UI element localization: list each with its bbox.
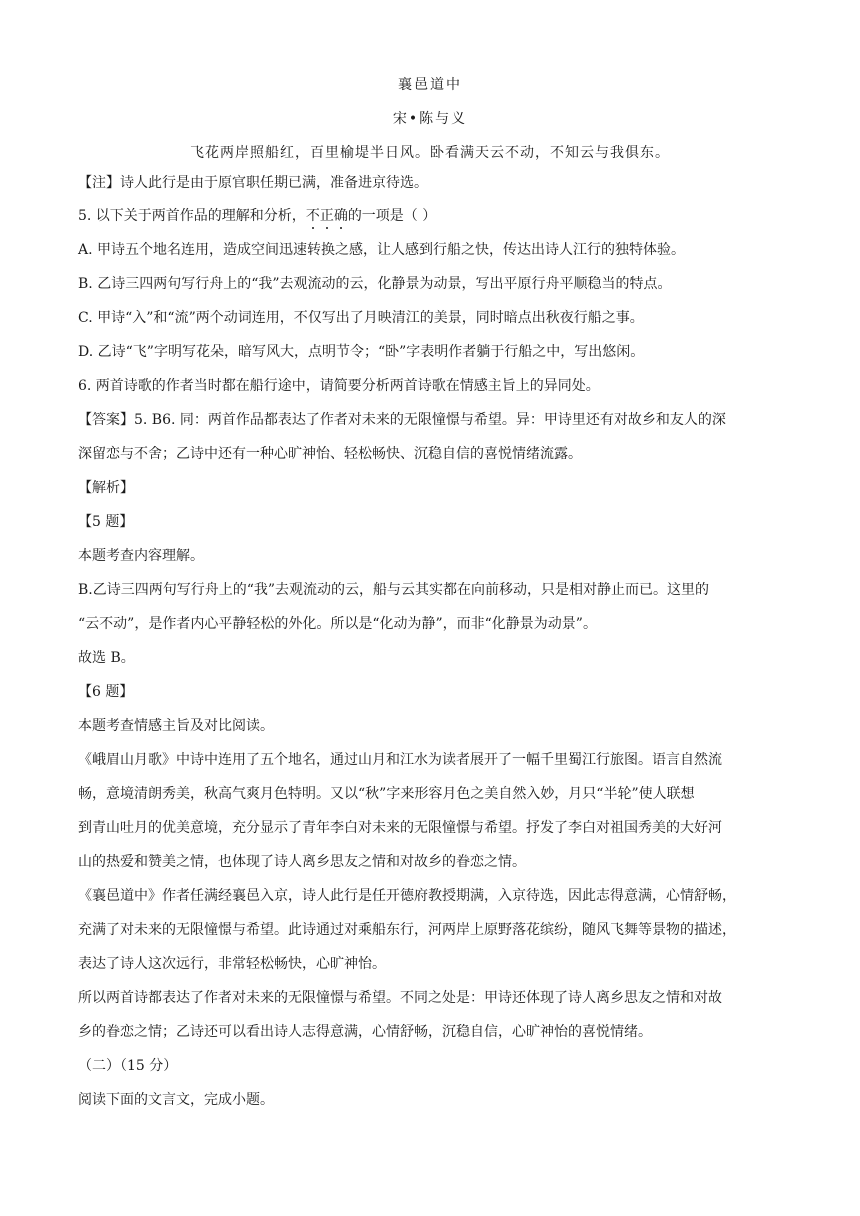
section-6-line-5: 山的热爱和赞美之情，也体现了诗人离乡思友之情和对故乡的眷恋之情。 xyxy=(78,854,526,870)
part-2-heading: （二）（15 分） xyxy=(78,1058,178,1074)
section-6-line-9: 所以两首诗都表达了作者对未来的无限憧憬与希望。不同之处是：甲诗还体现了诗人离乡思友之情和对故 xyxy=(78,990,722,1006)
answer-line-2: 深留恋与不舍；乙诗中还有一种心旷神怡、轻松畅快、沉稳自信的喜悦情绪流露。 xyxy=(78,446,582,462)
emphasis-char: 正 xyxy=(319,208,334,224)
section-5-line-1: 本题考查内容理解。 xyxy=(78,548,204,564)
question-5-stem xyxy=(78,206,783,226)
poem-note: 【注】诗人此行是由于原官职任期已满，准备进京待选。 xyxy=(78,175,428,191)
option-a: A. 甲诗五个地名连用，造成空间迅速转换之感，让人感到行船之快，传达出诗人江行的独特体验。 xyxy=(78,242,686,258)
section-6-line-8: 表达了诗人这次远行，非常轻松畅快，心旷神怡。 xyxy=(78,956,386,972)
option-d: D. 乙诗“飞”字明写花朵，暗写风大，点明节令；“卧”字表明作者躺于行船之中，写出悠闲。 xyxy=(78,344,645,360)
option-c: C. 甲诗“入”和“流”两个动词连用，不仅写出了月映清江的美景，同时暗点出秋夜行船之事。 xyxy=(78,310,644,326)
question-5-stem-end: 的一项是（ ） xyxy=(347,208,437,224)
poem-title: 襄邑道中 xyxy=(398,77,462,93)
section-5-line-2: B.乙诗三四两句写行舟上的“我”去观流动的云，船与云其实都在向前移动，只是相对静止而已。这里的 xyxy=(78,582,710,598)
option-b: B. 乙诗三四两句写行舟上的“我”去观流动的云，化静景为动景，写出平原行舟平顺稳当的特点。 xyxy=(78,276,672,292)
analysis-label: 【解析】 xyxy=(78,480,134,496)
section-6-line-7: 充满了对未来的无限憧憬与希望。此诗通过对乘船东行，河两岸上原野落花缤纷，随风飞舞等景物的描述， xyxy=(78,922,736,938)
section-6-line-4: 到青山吐月的优美意境，充分显示了青年李白对未来的无限憧憬与希望。抒发了李白对祖国秀美的大好河 xyxy=(78,820,722,836)
section-6-line-2: 《峨眉山月歌》中诗中连用了五个地名，通过山月和江水为读者展开了一幅千里蜀江行旅图。语言自然流 xyxy=(78,752,722,768)
part-2-intro: 阅读下面的文言文，完成小题。 xyxy=(78,1092,274,1108)
poem-text: 飞花两岸照船红，百里榆堤半日风。卧看满天云不动，不知云与我俱东。 xyxy=(190,145,670,161)
emphasis-char: 不 xyxy=(305,208,320,224)
section-6-line-3: 畅，意境清朗秀美，秋高气爽月色特明。又以“秋”字来形容月色之美自然入妙，月只“半轮”使人联想 xyxy=(78,786,695,802)
section-5-line-3: “云不动”，是作者内心平静轻松的外化。所以是“化动为静”，而非“化静景为动景”。 xyxy=(78,616,597,632)
section-6-line-10: 乡的眷恋之情；乙诗还可以看出诗人志得意满，心情舒畅，沉稳自信，心旷神怡的喜悦情绪。 xyxy=(78,1024,652,1040)
section-6-label: 【6 题】 xyxy=(78,684,134,700)
section-5-label: 【5 题】 xyxy=(78,514,134,530)
emphasis-char: 确 xyxy=(333,208,348,224)
emphasis-not-correct xyxy=(306,208,348,224)
section-6-line-1: 本题考查情感主旨及对比阅读。 xyxy=(78,718,274,734)
question-5-stem-start: 5. 以下关于两首作品的理解和分析， xyxy=(78,208,306,224)
poem-author: 宋•陈与义 xyxy=(392,111,468,127)
question-6: 6. 两首诗歌的作者当时都在船行途中，请简要分析两首诗歌在情感主旨上的异同处。 xyxy=(78,378,600,394)
section-6-line-6: 《襄邑道中》作者任满经襄邑入京，诗人此行是任开德府教授期满，入京待选，因此志得意满，心情舒畅， xyxy=(78,888,736,904)
answer-line-1: 【答案】5. B6. 同：两首作品都表达了作者对未来的无限憧憬与希望。异：甲诗里还有对故乡和友人的深 xyxy=(78,412,726,428)
section-5-line-4: 故选 B。 xyxy=(78,650,135,666)
